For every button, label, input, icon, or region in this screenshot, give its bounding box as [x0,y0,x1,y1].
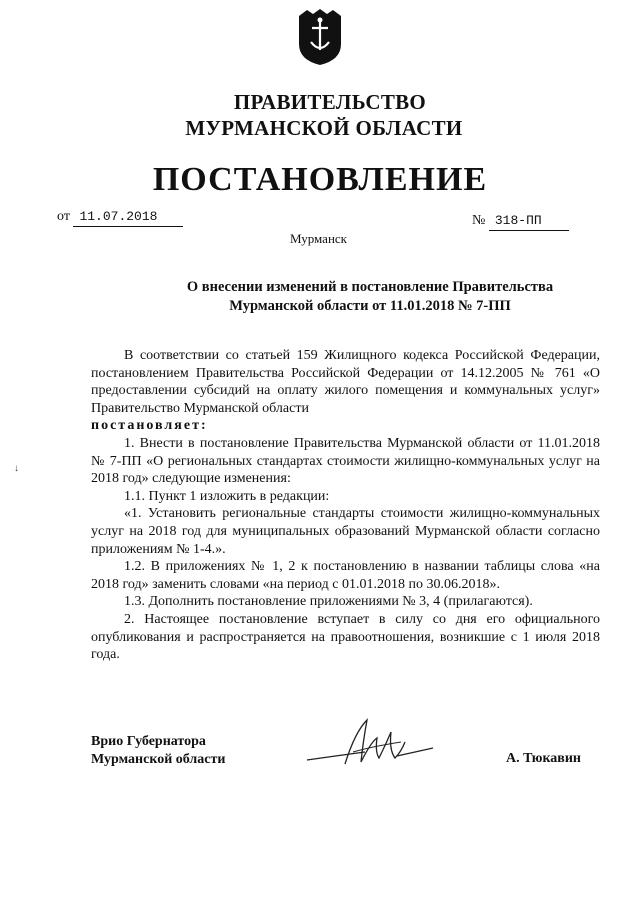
signatory-name: А. Тюкавин [506,751,581,766]
number-prefix: № [472,213,486,228]
document-title [150,278,590,316]
item-1-1: 1.1. Пункт 1 изложить в редакции: [124,488,330,504]
number-line [472,212,569,231]
item-2: 2. Настоящее постановление вступает в силу со дня его официального опубликования и распространяется на правоотношения, возникшие с 1 июля 2018 года. [91,611,600,663]
item-1-2: 1.2. В приложениях № 1, 2 к постановлению в названии таблицы слова «на 2018 год» заменить словами «на период с 01.01.2018 по 30.06.2018». [91,559,600,592]
item-1-3: 1.3. Дополнить постановление приложениями № 3, 4 (прилагаются). [124,594,533,610]
document-type-heading: ПОСТАНОВЛЕНИЕ [152,161,488,198]
org-name-line2: МУРМАНСКОЙ ОБЛАСТИ [185,116,463,140]
item-1-1-text: «1. Установить региональные стандарты стоимости жилищно-коммунальных услуг на 2018 год для муниципальных образований Мурманской области согласно приложениям № 1-4.». [91,506,600,557]
title-line1: О внесении изменений в постановление Правительства [186,279,554,295]
document-date: 11.07.2018 [73,208,183,227]
date-prefix: от [57,209,70,224]
date-line [57,208,183,227]
title-line2: Мурманской области от 11.01.2018 № 7-ПП [229,298,511,314]
city-name: Мурманск [290,231,347,246]
item-1: 1. Внести в постановление Правительства Мурманской области от 11.01.2018 № 7-ПП «О региональных стандартах стоимости жилищно-коммунальных услуг на 2018 год» следующие изменения: [91,435,600,487]
signatory-position-line2: Мурманской области [91,752,226,767]
handwritten-signature [305,712,435,782]
preamble-paragraph: В соответствии со статьей 159 Жилищного кодекса Российской Федерации, постановлением Правительства Российской Федерации от 14.12.2005 № 761 «О предоставлении субсидий на оплату жилого помещения и коммунальных услуг» Правительство Мурманской области [91,348,600,416]
resolves-word: постановляет: [91,418,208,434]
coat-of-arms-icon [297,8,343,66]
document-body [91,347,600,664]
signatory-position [91,733,225,769]
margin-mark: ↓ [14,463,19,474]
signatory-position-line1: Врио Губернатора [91,734,206,749]
org-name-line1: ПРАВИТЕЛЬСТВО [233,90,427,114]
document-number: 318-ПП [489,212,569,231]
